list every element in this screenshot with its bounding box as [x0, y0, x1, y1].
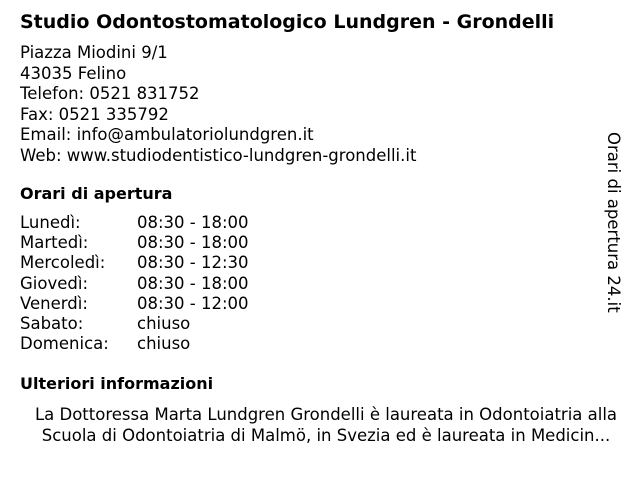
email-line: Email: info@ambulatoriolundgren.it: [20, 125, 314, 144]
hours-day: Sabato:: [20, 313, 84, 333]
hours-day: Giovedì:: [20, 273, 88, 293]
hours-time: chiuso: [137, 334, 191, 354]
info-line-1: La Dottoressa Marta Lundgren Grondelli è laureata in Odontoiatria alla: [34, 405, 618, 424]
hours-time: 08:30 - 18:00: [137, 213, 249, 232]
hours-time: 08:30 - 12:30: [137, 253, 249, 273]
address-line: Piazza Miodini 9/1: [20, 43, 168, 62]
page-title: Studio Odontostomatologico Lundgren - Grondelli: [20, 11, 555, 33]
fax-line: Fax: 0521 335792: [20, 104, 169, 124]
hours-time: chiuso: [137, 313, 191, 333]
info-heading: Ulteriori informazioni: [20, 374, 214, 393]
hours-day: Venerdì:: [20, 293, 88, 313]
hours-day: Lunedì:: [20, 213, 81, 232]
hours-time: 08:30 - 18:00: [137, 233, 249, 253]
city-line: 43035 Felino: [20, 63, 127, 83]
hours-day: Mercoledì:: [20, 253, 106, 273]
info-text: [20, 404, 632, 446]
info-line-2: Scuola di Odontoiatria di Malmö, in Svezia ed è laureata in Medicin...: [41, 426, 611, 445]
hours-day: Martedì:: [20, 233, 89, 253]
watermark-text: Orari di apertura 24.it: [604, 132, 623, 313]
watermark: [604, 132, 636, 313]
hours-day: Domenica:: [20, 334, 109, 354]
hours-heading: Orari di apertura: [20, 184, 173, 203]
hours-time: 08:30 - 18:00: [137, 273, 249, 293]
hours-time: 08:30 - 12:00: [137, 293, 249, 313]
web-line: Web: www.studiodentistico-lundgren-grondelli.it: [20, 145, 417, 165]
phone-line: Telefon: 0521 831752: [20, 84, 200, 103]
contact-block: [20, 43, 416, 166]
